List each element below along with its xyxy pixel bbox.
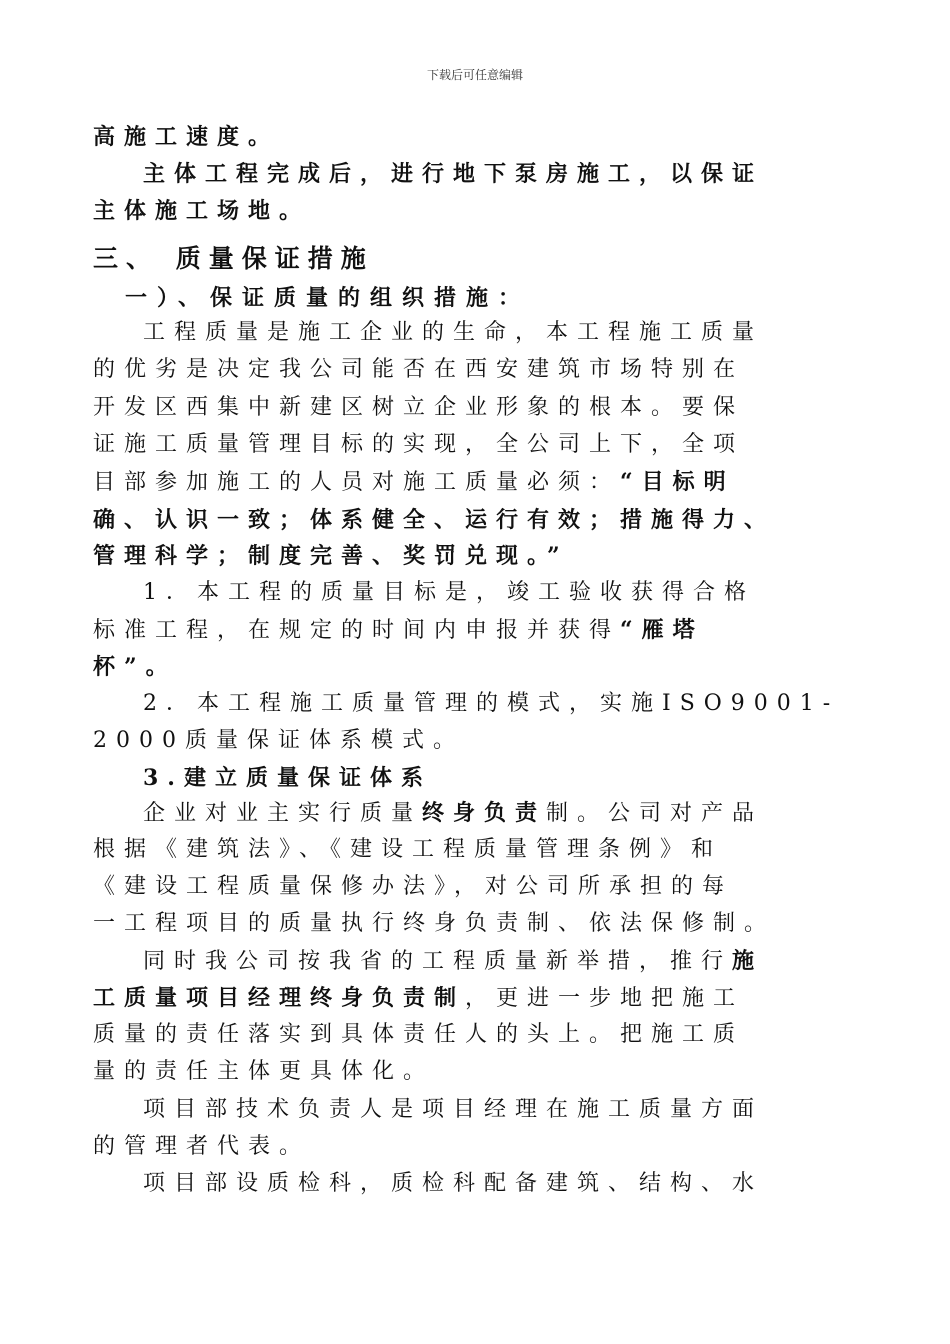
text-segment: 杯”。 [93, 654, 177, 680]
text-line [143, 798, 763, 829]
text-segment: ，更进一步地把施工 [465, 986, 745, 1011]
text-line [93, 726, 464, 756]
text-segment: 根据《建筑法》、《建设工程质量管理条例》和 [93, 837, 723, 862]
text-segment: “目标明 [620, 469, 735, 495]
text-line [93, 244, 374, 274]
text-segment: “雁塔 [620, 617, 704, 643]
text-line [93, 872, 733, 902]
text-segment: 《建设工程质量保修办法》，对公司所承担的每 [93, 874, 734, 899]
text-line [93, 467, 735, 498]
text-line [93, 983, 744, 1014]
text-segment: 一工程项目的质量执行终身负责制、依法保修制。 [93, 911, 776, 936]
text-segment: 企业对业主实行质量 [143, 801, 423, 826]
text-line [93, 615, 704, 646]
text-segment: 目部参加施工的人员对施工质量必须： [93, 470, 621, 495]
text-segment: 1．本工程的质量目标是，竣工验收获得合格 [143, 580, 755, 605]
text-segment: 管理科学；制度完善、奖罚兑现。” [93, 543, 569, 569]
text-segment: 工质量项目经理终身负责制 [93, 985, 466, 1011]
text-line [93, 355, 744, 385]
text-segment: 2000质量保证体系模式。 [93, 728, 464, 753]
text-segment: 主体施工场地。 [93, 198, 311, 224]
text-line [93, 1132, 310, 1162]
text-line [143, 1095, 763, 1125]
text-segment: 施 [732, 948, 764, 974]
text-segment: 2．本工程施工质量管理的模式，实施ISO9001- [143, 691, 840, 716]
text-line [93, 122, 279, 153]
text-segment: 一）、保证质量的组织措施： [125, 285, 531, 311]
text-segment: 制。公司对产品 [546, 801, 764, 826]
text-line [143, 578, 755, 608]
text-line [93, 909, 775, 939]
text-segment: 标准工程，在规定的时间内申报并获得 [93, 618, 621, 643]
text-line [143, 159, 763, 190]
text-line [93, 541, 569, 572]
text-segment: 质量的责任落实到具体责任人的头上。把施工质 [93, 1022, 745, 1047]
text-segment: 量的责任主体更具体化。 [93, 1059, 435, 1084]
page-header: 下载后可任意编辑 [426, 68, 523, 82]
text-line [93, 505, 775, 536]
text-line [143, 946, 763, 977]
text-line [93, 393, 744, 423]
text-segment: 证施工质量管理目标的实现，全公司上下，全项 [93, 432, 745, 457]
text-line [143, 689, 839, 719]
text-line [143, 1169, 763, 1199]
text-segment: 3.建立质量保证体系 [143, 765, 432, 791]
text-segment: 项目部设质检科，质检科配备建筑、结构、水 [143, 1171, 764, 1196]
text-segment: 的优劣是决定我公司能否在西安建筑市场特别在 [93, 357, 745, 382]
text-line [93, 1057, 434, 1087]
text-line [93, 835, 722, 865]
text-segment: 项目部技术负责人是项目经理在施工质量方面 [143, 1097, 764, 1122]
text-line [93, 430, 744, 460]
text-segment: 开发区西集中新建区树立企业形象的根本。要保 [93, 395, 745, 420]
text-segment: 的管理者代表。 [93, 1134, 311, 1159]
text-segment: 高施工速度。 [93, 124, 280, 150]
text-line [93, 1020, 744, 1050]
text-line [143, 318, 763, 348]
text-line [125, 283, 530, 313]
text-segment: 确、认识一致；体系健全、运行有效；措施得力、 [93, 507, 776, 533]
text-segment: 终身负责 [422, 800, 547, 826]
text-segment: 主体工程完成后，进行地下泵房施工，以保证 [143, 161, 764, 187]
text-line [143, 763, 432, 794]
text-segment: 同时我公司按我省的工程质量新举措，推行 [143, 949, 733, 974]
text-segment: 三、 质量保证措施 [93, 244, 374, 273]
text-line [93, 652, 177, 683]
text-segment: 工程质量是施工企业的生命，本工程施工质量 [143, 320, 764, 345]
text-line [93, 196, 310, 227]
